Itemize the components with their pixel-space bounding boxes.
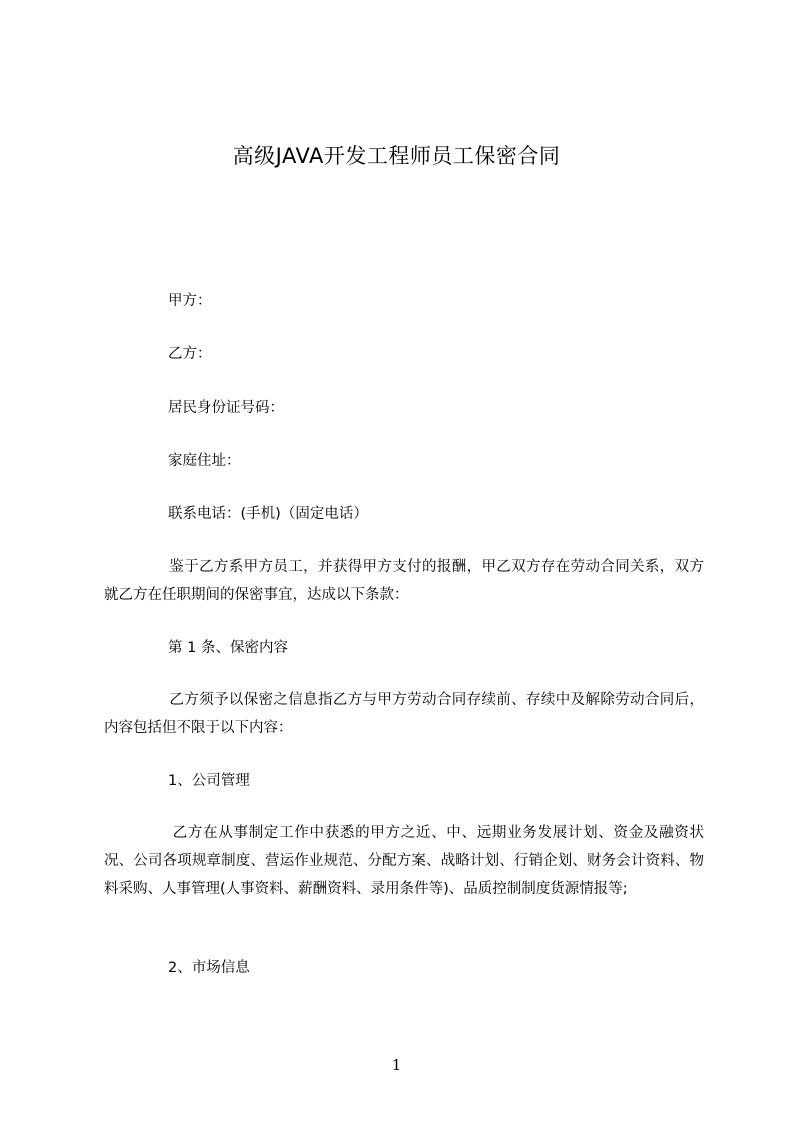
- phone-label: 联系电话：(手机)（固定电话）: [168, 506, 368, 522]
- page-title: 高级JAVA开发工程师员工保密合同: [232, 144, 561, 168]
- party-b-label: 乙方：: [168, 346, 212, 362]
- preamble-paragraph: [104, 553, 704, 609]
- article-1-intro-paragraph: [104, 686, 704, 742]
- party-a-label: 甲方：: [168, 293, 212, 309]
- article-1-intro-text: 乙方须予以保密之信息指乙方与甲方劳动合同存续前、存续中及解除劳动合同后，内容包括但不限于以下内容：: [104, 692, 704, 736]
- item-2-heading: 2、市场信息: [168, 960, 250, 976]
- article-1-heading: 第 1 条、保密内容: [168, 640, 288, 656]
- item-1-heading: 1、公司管理: [168, 773, 250, 789]
- preamble-text: 鉴于乙方系甲方员工，并获得甲方支付的报酬，甲乙双方存在劳动合同关系，双方就乙方在任职期间的保密事宜，达成以下条款：: [104, 559, 704, 603]
- page-number: 1: [391, 1056, 402, 1074]
- home-address-label: 家庭住址：: [168, 453, 241, 469]
- item-1-body-text: 乙方在从事制定工作中获悉的甲方之近、中、远期业务发展计划、资金及融资状况、公司各项规章制度、营运作业规范、分配方案、战略计划、行销企划、财务会计资料、物料采购、人事管理(人事资料、薪酬资料、录用条件等)、品质控制制度货源情报等;: [104, 825, 704, 897]
- item-1-body-paragraph: [104, 819, 704, 903]
- id-number-label: 居民身份证号码：: [168, 400, 284, 416]
